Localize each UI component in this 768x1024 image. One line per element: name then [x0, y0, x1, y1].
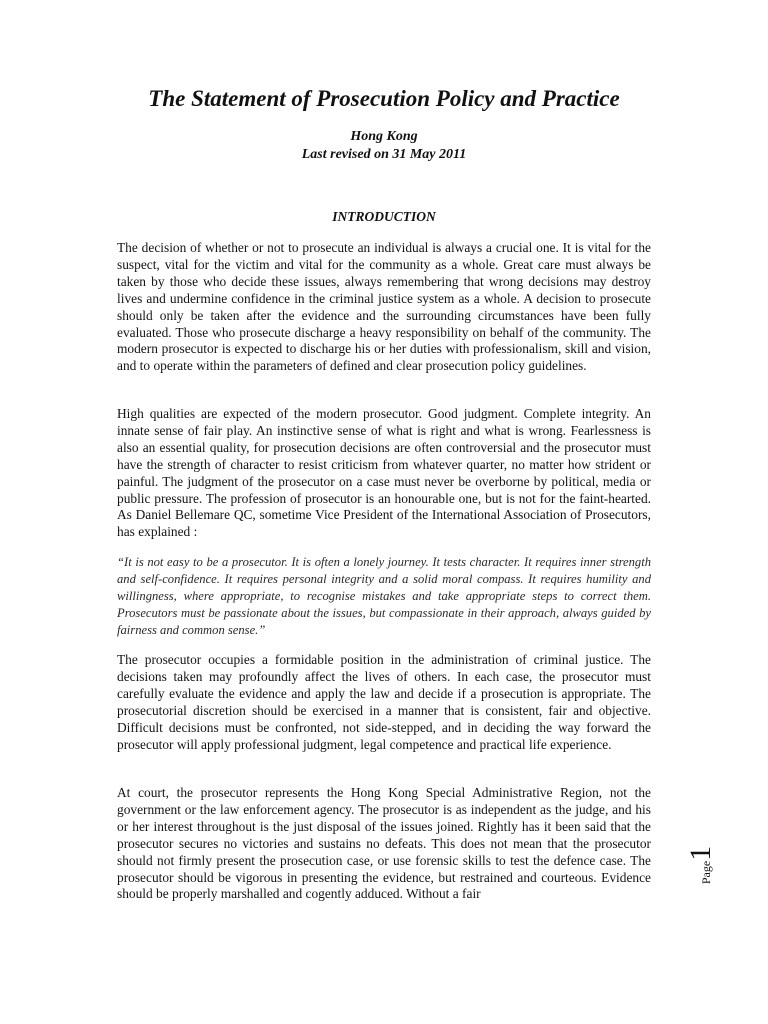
- block-quote: “It is not easy to be a prosecutor. It is often a lonely journey. It tests character. It requires inner strength and self-confidence. It requires personal integrity and a solid moral compass. It requires humility and willingness, where appropriate, to recognise mistakes and take appropriate steps to correct them. Prosecutors must be passionate about the issues, but compassionate in their approach, always guided by fairness and common sense.”: [117, 555, 651, 637]
- section-heading: INTRODUCTION: [332, 209, 436, 224]
- revision-date: Last revised on 31 May 2011: [301, 147, 467, 162]
- paragraph: The decision of whether or not to prosecute an individual is always a crucial one. It is vital for the suspect, vital for the victim and vital for the community as a whole. Great care must always be taken by those who decide these issues, always remembering that wrong decisions may destroy lives and undermine confidence in the criminal justice system as a whole. A decision to prosecute should only be taken after the evidence and the surrounding circumstances have been fully evaluated. Those who prosecute discharge a heavy responsibility on behalf of the community. The modern prosecutor is expected to discharge his or her duties with professionalism, skill and vision, and to operate within the parameters of defined and clear prosecution policy guidelines.: [117, 240, 651, 374]
- page-label: Page: [699, 860, 713, 885]
- document-location: Hong Kong: [350, 129, 418, 144]
- page-number: 1: [684, 845, 717, 861]
- paragraph: The prosecutor occupies a formidable position in the administration of criminal justice. The decisions taken may profoundly affect the lives of others. In each case, the prosecutor must carefully evaluate the evidence and apply the law and decide if a prosecution is appropriate. The prosecutorial discretion should be exercised in a manner that is consistent, fair and objective. Difficult decisions must be confronted, not side-stepped, and in deciding the way forward the prosecutor will apply professional judgment, legal competence and practical life experience.: [117, 652, 651, 752]
- paragraph: At court, the prosecutor represents the Hong Kong Special Administrative Region, not the government or the law enforcement agency. The prosecutor is as independent as the judge, and his or her interest throughout is the just disposal of the issues joined. Rightly has it been said that the prosecutor secures no victories and sustains no defeats. This does not mean that the prosecutor should not firmly present the prosecution case, or use forensic skills to test the defence case. The prosecutor should be vigorous in presenting the evidence, but restrained and courteous. Evidence should be properly marshalled and cogently adduced. Without a fair: [117, 785, 651, 902]
- paragraph: High qualities are expected of the modern prosecutor. Good judgment. Complete integrity. An innate sense of fair play. An instinctive sense of what is right and what is wrong. Fearlessness is also an essential quality, for prosecution decisions are often controversial and the prosecutor must have the strength of character to resist criticism from whatever quarter, no matter how strident or painful. The judgment of the prosecutor on a case must never be overborne by political, media or public pressure. The profession of prosecutor is an honourable one, but is not for the faint-hearted. As Daniel Bellemare QC, sometime Vice President of the International Association of Prosecutors, has explained :: [117, 406, 651, 540]
- page-number-marker: [683, 820, 719, 910]
- document-title: The Statement of Prosecution Policy and Practice: [148, 86, 620, 111]
